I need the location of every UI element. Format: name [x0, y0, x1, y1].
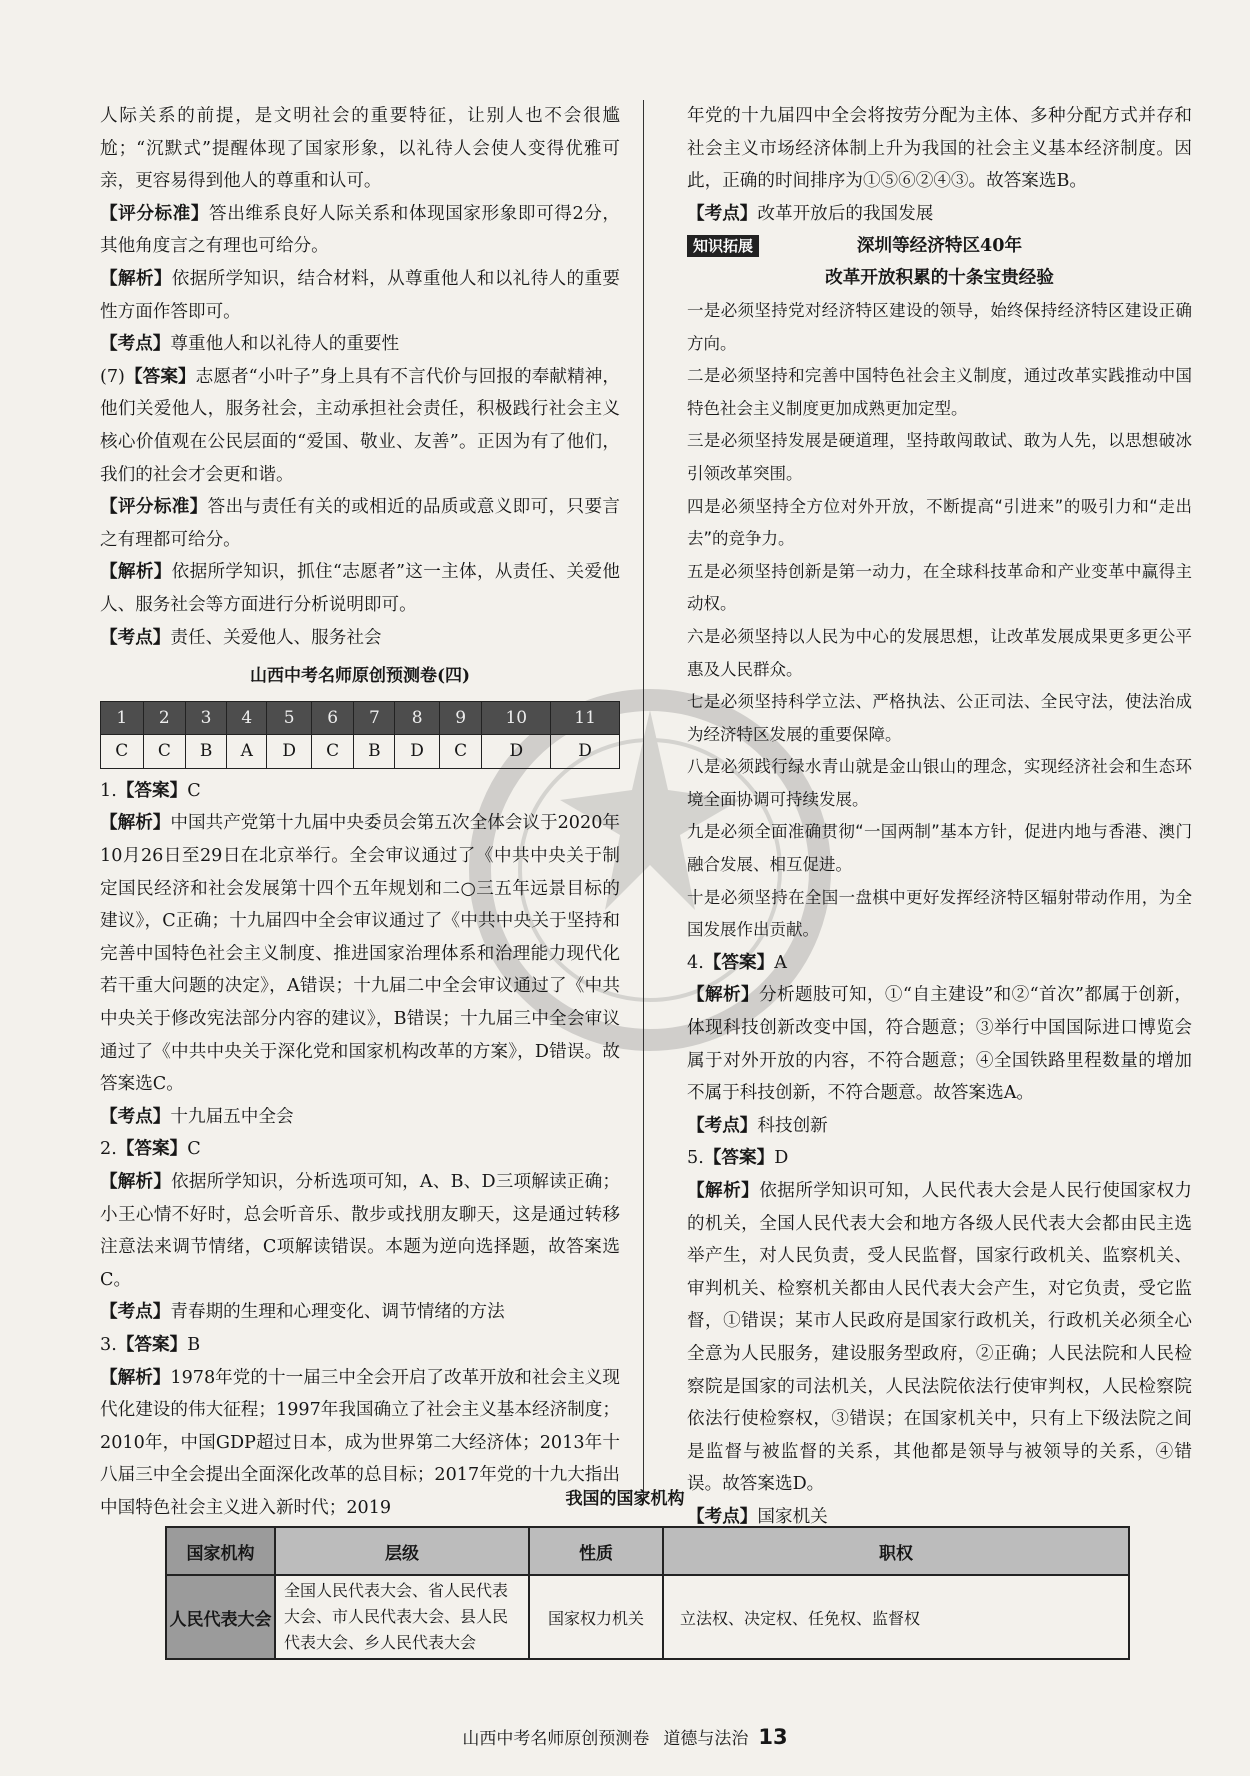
tag-label: 【解析】 — [100, 267, 172, 289]
section-title: 山西中考名师原创预测卷(四) — [249, 666, 471, 687]
tag-label: 【解析】 — [100, 561, 172, 583]
answer-key-letter: D — [395, 735, 439, 769]
tag-label: 【评分标准】 — [100, 496, 208, 518]
answer-key-letter: D — [267, 735, 311, 769]
answer-text: 志愿者“小叶子”身上具有不言代价与回报的奉献精神，他们关爱他人，服务社会，主动承担社会责任，积极践行社会主义核心价值观在公民层面的“爱国、敬业、友善”。正因为有了他们，我们的社会才会更和谐。 — [100, 366, 620, 485]
answer-key-table — [100, 701, 620, 769]
exam-point — [100, 328, 620, 361]
answer-key-letter: C — [143, 735, 186, 769]
table-header-row — [166, 1527, 1129, 1575]
tag-label: 【解析】 — [100, 1171, 172, 1192]
answer-key-number: 2 — [143, 701, 186, 735]
question-number: 5. — [687, 1148, 704, 1169]
tag-label: 【答案】 — [116, 1333, 188, 1355]
header-level: 层级 — [275, 1527, 529, 1575]
question-2-answer — [100, 1133, 620, 1166]
tag-label: 【答案】 — [124, 365, 196, 387]
exam-point-text: 尊重他人和以礼待人的重要性 — [170, 334, 400, 355]
table-row — [166, 1575, 1129, 1659]
answer-key-letter: C — [101, 735, 144, 769]
knowledge-extension-item: 三是必须坚持发展是硬道理，坚持敢闯敢试、敢为人先，以思想破冰引领改革突围。 — [687, 431, 1192, 483]
knowledge-extension-item: 五是必须坚持创新是第一动力，在全球科技革命和产业变革中赢得主动权。 — [687, 561, 1192, 614]
knowledge-extension-item: 九是必须全面准确贯彻“一国两制”基本方针，促进内地与香港、澳门融合发展、相互促进。 — [687, 822, 1192, 875]
exam-point-text: 改革开放后的我国发展 — [757, 203, 934, 224]
analysis-text: 1978年党的十一届三中全会开启了改革开放和社会主义现代化建设的伟大征程；1997年我国确立了社会主义基本经济制度；2010年，中国GDP超过日本，成为世界第二大经济体；2013年十八届三中全会提出全面深化改革的总目标；2017年党的十九大指出中国特色社会主义进入新时代；2019 — [100, 1367, 620, 1518]
analysis-text: 依据所学知识，结合材料，从尊重他人和以礼待人的重要性方面作答即可。 — [100, 268, 620, 322]
tag-label: 【考点】 — [687, 202, 758, 224]
analysis — [100, 807, 620, 1100]
tag-label: 【解析】 — [100, 812, 171, 834]
tag-label: 【考点】 — [687, 1505, 758, 1527]
page-footer — [0, 1724, 1250, 1749]
answer-key-letter: C — [311, 735, 354, 769]
header-organ: 国家机构 — [166, 1527, 275, 1575]
analysis — [687, 979, 1192, 1109]
analysis-text: 依据所学知识，分析选项可知，A、B、D三项解读正确；小王心情不好时，总会听音乐、散步或找朋友聊天，这是通过转移注意法来调节情绪，C项解读错误。本题为逆向选择题，故答案选C。 — [100, 1172, 620, 1290]
scoring-text: 答出维系良好人际关系和体现国家形象即可得2分，其他角度言之有理也可给分。 — [100, 203, 620, 257]
tag-label: 【答案】 — [703, 1147, 775, 1169]
exam-point-text: 科技创新 — [757, 1115, 828, 1136]
tag-label: 【评分标准】 — [100, 202, 210, 224]
tag-label: 【答案】 — [116, 1138, 188, 1160]
question-number: 4. — [687, 952, 704, 973]
knowledge-extension-badge: 知识拓展 — [687, 235, 759, 257]
exam-point-text: 国家机关 — [757, 1506, 828, 1527]
analysis-text: 分析题肢可知，①“自主建设”和②“首次”都属于创新，体现科技创新改变中国，符合题意；③举行中国国际进口博览会属于对外开放的内容，不符合题意；④全国铁路里程数量的增加不属于科技创新，不符合题意。故答案选A。 — [687, 985, 1192, 1104]
tag-label: 【考点】 — [100, 626, 171, 648]
tag-label: 【解析】 — [687, 1180, 760, 1201]
scoring-standard — [100, 491, 620, 556]
analysis-text: 中国共产党第十九届中央委员会第五次全体会议于2020年10月26日至29日在北京举行。全会审议通过了《中共中央关于制定国民经济和社会发展第十四个五年规划和二○三五年远景目标的建议》，C正确；十九届四中全会审议通过了《中共中央关于坚持和完善中国特色社会主义制度、推进国家治理体系和治理能力现代化若干重大问题的决定》，A错误；十九届二中全会审议通过了《中共中央关于修改宪法部分内容的建议》，B错误；十九届三中全会审议通过了《中共中央关于深化党和国家机构改革的方案》，D错误。故答案选C。 — [100, 813, 620, 1095]
analysis-continued: 年党的十九届四中全会将按劳分配为主体、多种分配方式并存和社会主义市场经济体制上升为我国的社会主义基本经济制度。因此，正确的时间排序为①⑤⑥②④③。故答案选B。 — [687, 106, 1192, 192]
exam-point — [100, 622, 620, 655]
knowledge-extension-item: 四是必须坚持全方位对外开放，不断提高“引进来”的吸引力和“走出去”的竞争力。 — [687, 496, 1192, 549]
answer-key-letter: B — [354, 735, 395, 769]
question-4-answer — [687, 947, 1192, 980]
answer-key-number: 6 — [311, 701, 354, 735]
answer-key-number: 4 — [227, 701, 267, 735]
analysis-text: 依据所学知识可知，人民代表大会是人民行使国家权力的机关，全国人民代表大会和地方各级人民代表大会都由民主选举产生，对人民负责，受人民监督，国家行政机关、监察机关、审判机关、检察机关都由人民代表大会产生，对它负责，受它监督，①错误；某市人民政府是国家行政机关，行政机关必须全心全意为人民服务，建设服务型政府，②正确；人民法院和人民检察院是国家的司法机关，人民法院依法行使审判权，人民检察院依法行使检察权，③错误；在国家机关中，只有上下级法院之间是监督与被监督的关系，其他都是领导与被领导的关系，④错误。故答案选D。 — [687, 1181, 1192, 1495]
answer-letter: A — [774, 952, 787, 973]
answer-key-letter-row — [101, 735, 620, 769]
answer-key-letter: B — [186, 735, 227, 769]
answer-key-number: 7 — [354, 701, 395, 735]
answer-key-number: 11 — [551, 701, 620, 735]
question-1-answer — [100, 775, 620, 808]
state-organs-table — [165, 1526, 1130, 1660]
footer-series: 山西中考名师原创预测卷 — [462, 1729, 650, 1749]
answer-letter: C — [187, 1139, 201, 1160]
exam-point-text: 青春期的生理和心理变化、调节情绪的方法 — [170, 1302, 505, 1323]
answer-key-letter: D — [551, 735, 620, 769]
footer-subject: 道德与法治 — [663, 1729, 749, 1749]
answer-letter: B — [187, 1334, 201, 1355]
analysis — [100, 263, 620, 328]
right-column — [687, 100, 1192, 1566]
answer-key-number: 5 — [267, 701, 311, 735]
cell-powers: 立法权、决定权、任免权、监督权 — [663, 1575, 1129, 1659]
tag-label: 【考点】 — [100, 333, 171, 355]
question-3-answer — [100, 1329, 620, 1362]
answer-key-letter: C — [439, 735, 482, 769]
table-title: 我国的国家机构 — [565, 1489, 685, 1509]
question-number: 3. — [100, 1334, 117, 1355]
question-number: 1. — [100, 780, 117, 801]
knowledge-extension-item: 六是必须坚持以人民为中心的发展思想，让改革发展成果更多更公平惠及人民群众。 — [687, 626, 1192, 679]
analysis — [687, 1175, 1192, 1501]
knowledge-extension-item: 二是必须坚持和完善中国特色社会主义制度，通过改革实践推动中国特色社会主义制度更加成熟更加定型。 — [687, 366, 1192, 418]
answer-key-number: 3 — [186, 701, 227, 735]
scoring-standard — [100, 198, 620, 263]
knowledge-extension-item: 一是必须坚持党对经济特区建设的领导，始终保持经济特区建设正确方向。 — [687, 300, 1192, 353]
knowledge-extension-title: 深圳等经济特区40年 — [856, 235, 1023, 257]
answer-key-number-row — [101, 701, 620, 735]
answer-letter: D — [774, 1148, 789, 1169]
knowledge-extension-subtitle: 改革开放积累的十条宝贵经验 — [825, 267, 1054, 289]
question-5-answer — [687, 1142, 1192, 1175]
scoring-text: 答出与责任有关的或相近的品质或意义即可，只要言之有理都可给分。 — [100, 497, 620, 550]
answer-key-number: 9 — [439, 701, 482, 735]
exam-point-text: 十九届五中全会 — [170, 1106, 294, 1127]
answer-key-number: 8 — [395, 701, 439, 735]
exam-point — [687, 1110, 1192, 1143]
question-number: 2. — [100, 1139, 117, 1160]
tag-label: 【考点】 — [687, 1114, 758, 1136]
knowledge-extension-header — [687, 230, 1192, 262]
answer-letter: C — [187, 780, 201, 801]
header-powers: 职权 — [663, 1527, 1129, 1575]
cell-level: 全国人民代表大会、省人民代表大会、市人民代表大会、县人民代表大会、乡人民代表大会 — [275, 1575, 529, 1659]
answer-key-letter: D — [482, 735, 551, 769]
knowledge-extension-list — [687, 295, 1192, 947]
question-number: (7) — [100, 366, 125, 387]
column-divider — [643, 100, 644, 1502]
answer-key-number: 1 — [101, 701, 144, 735]
analysis — [100, 1166, 620, 1296]
cell-organ: 人民代表大会 — [166, 1575, 275, 1659]
tag-label: 【答案】 — [703, 951, 775, 973]
knowledge-extension-item: 十是必须坚持在全国一盘棋中更好发挥经济特区辐射带动作用，为全国发展作出贡献。 — [687, 887, 1192, 940]
exam-point — [687, 198, 1192, 231]
knowledge-extension-item: 七是必须坚持科学立法、严格执法、公正司法、全民守法，使法治成为经济特区发展的重要保障。 — [687, 692, 1192, 744]
cell-nature: 国家权力机关 — [529, 1575, 663, 1659]
exam-point — [100, 1296, 620, 1329]
left-column — [100, 100, 620, 1525]
answer-key-number: 10 — [482, 701, 551, 735]
header-nature: 性质 — [529, 1527, 663, 1575]
exam-point-text: 责任、关爱他人、服务社会 — [170, 627, 382, 648]
tag-label: 【答案】 — [116, 779, 188, 801]
tag-label: 【考点】 — [100, 1105, 171, 1127]
question-7-answer — [100, 361, 620, 491]
tag-label: 【解析】 — [100, 1366, 171, 1388]
analysis — [100, 556, 620, 621]
exam-point — [100, 1101, 620, 1134]
answer-key-letter: A — [227, 735, 267, 769]
analysis-text: 依据所学知识，抓住“志愿者”这一主体，从责任、关爱他人、服务社会等方面进行分析说明即可。 — [100, 562, 620, 615]
page-number: 13 — [758, 1725, 788, 1749]
knowledge-extension-item: 八是必须践行绿水青山就是金山银山的理念，实现经济社会和生态环境全面协调可持续发展。 — [687, 757, 1192, 809]
tag-label: 【解析】 — [687, 984, 759, 1006]
tag-label: 【考点】 — [100, 1301, 171, 1323]
paragraph: 人际关系的前提，是文明社会的重要特征，让别人也不会很尴尬；“沉默式”提醒体现了国家形象，以礼待人会使人变得优雅可亲，更容易得到他人的尊重和认可。 — [100, 106, 620, 192]
